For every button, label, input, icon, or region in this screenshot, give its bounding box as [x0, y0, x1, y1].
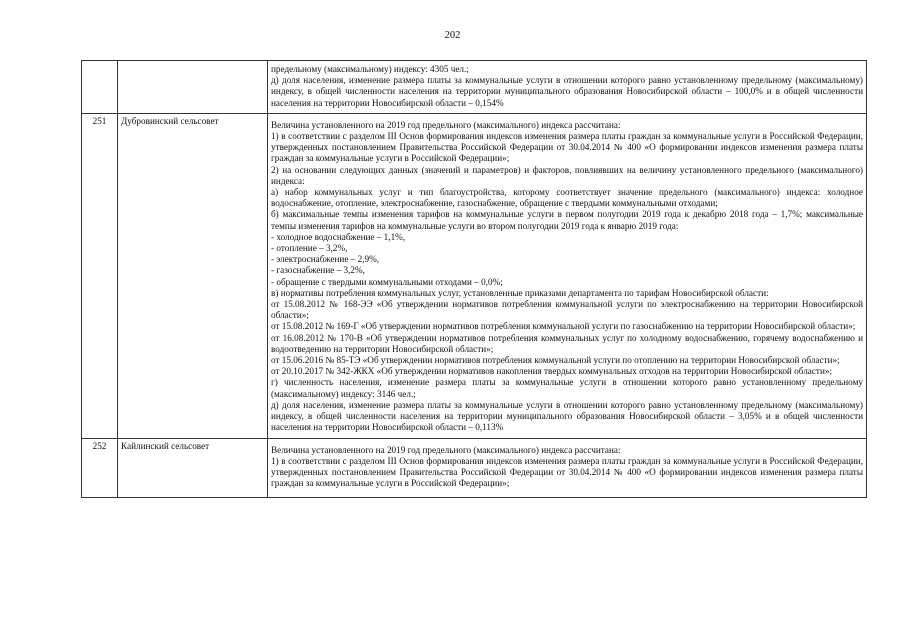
description-line: в) нормативы потребления коммунальных услуг, установленные приказами департамента по тарифам Новосибирской области: — [271, 287, 769, 298]
description-line: - холодное водоснабжение – 1,1%, — [271, 231, 406, 242]
municipality-name-cell: Дубровинский сельсовет — [118, 113, 268, 438]
description-line: д) доля населения, изменение размера платы за коммунальные услуги в отношении которого равно установленному предельному (максимальному) индексу, в общей численности населения на территории муниципального образования Новосибирской области – 100,0% и в общей численности населения на территории Новосибирской области – 0,154% — [271, 75, 863, 108]
row-number-cell: 252 — [82, 438, 118, 498]
description-line: 1) в соответствии с разделом III Основ формирования индексов изменения размера платы граждан за коммунальные услуги в Российской Федерации, утвержденных постановлением Правительства Российской Федерации от 30.04.2014 № 400 «О формировании индексов изменения размера платы граждан за коммунальные услуги в Российской Федерации»; — [271, 131, 863, 164]
description-line: Величина установленного на 2019 год предельного (максимального) индекса рассчитана: — [271, 119, 621, 130]
description-line: 2) на основании следующих данных (значений и параметров) и факторов, повлиявших на величину установленного предельного (максимального) индекса: — [271, 164, 863, 186]
page-number: 202 — [444, 30, 461, 41]
description-line: от 15.08.2012 № 168-ЭЭ «Об утверждении нормативов потребления коммунальной услуги по электроснабжению на территории Новосибирской области»; — [271, 299, 863, 321]
row-number-cell — [82, 61, 118, 114]
description-line: от 16.08.2012 № 170-В «Об утверждении нормативов потребления коммунальных услуг по холодному водоснабжению, горячему водоснабжению и водоотведению на территории Новосибирской области»; — [271, 332, 863, 354]
description-line: б) максимальные темпы изменения тарифов на коммунальные услуги в первом полугодии 2019 года к декабрю 2018 года – 1,7%; максимальные темпы изменения тарифов на коммунальные услуги во втором полугодии 2019 года к январю 2019 года: — [271, 209, 863, 231]
description-line: а) набор коммунальных услуг и тип благоустройства, которому соответствует значение предельного (максимального) индекса: холодное водоснабжение, отопление, электроснабжение, газоснабжение, обращение с твердыми коммунальными отходами; — [271, 187, 863, 209]
description-line: 1) в соответствии с разделом III Основ формирования индексов изменения размера платы граждан за коммунальные услуги в Российской Федерации, утвержденных постановлением Правительства Российской Федерации от 30.04.2014 № 400 «О формировании индексов изменения размера платы граждан за коммунальные услуги в Российской Федерации»; — [271, 455, 863, 489]
description-cell — [268, 61, 867, 114]
description-line: от 20.10.2017 № 342-ЖКХ «Об утверждении нормативов накопления твердых коммунальных отходов на территории Новосибирской области»; — [271, 366, 833, 377]
table-row-continuation — [82, 61, 867, 114]
description-line: - электроснабжение – 2,9%, — [271, 254, 380, 265]
description-line: - газоснабжение – 3,2%, — [271, 265, 365, 276]
description-line: - обращение с твердыми коммунальными отходами – 0,0%; — [271, 276, 503, 287]
municipalities-table — [81, 60, 867, 498]
table-row-252 — [82, 438, 867, 498]
description-line: предельному (максимальному) индексу: 4305 чел.; — [271, 64, 469, 74]
municipality-name-cell — [118, 61, 268, 114]
table-row-251 — [82, 113, 867, 438]
description-line: д) доля населения, изменение размера платы за коммунальные услуги в отношении которого равно установленному предельному (максимальному) индексу, в общей численности населения на территории муниципального образования Новосибирской области – 3,05% и в общей численности населения на территории Новосибирской области – 0,113% — [271, 399, 863, 433]
description-cell — [268, 438, 867, 498]
description-line: г) численность населения, изменение размера платы за коммунальные услуги в отношении которого равно установленному предельному (максимальному) индексу: 3146 чел.; — [271, 377, 863, 399]
description-line: - отопление – 3,2%, — [271, 243, 348, 254]
row-number-cell: 251 — [82, 113, 118, 438]
description-line: от 15.06.2016 № 85-ТЭ «Об утверждении нормативов потребления коммунальной услуги по отоплению на территории Новосибирской области»; — [271, 355, 840, 366]
municipality-name-cell: Кайлинский сельсовет — [118, 438, 268, 498]
description-line: от 15.08.2012 № 169-Г «Об утверждении нормативов потребления коммунальной услуги по газоснабжению на территории Новосибирской области»; — [271, 321, 856, 332]
description-line: Величина установленного на 2019 год предельного (максимального) индекса рассчитана: — [271, 444, 621, 455]
description-cell — [268, 113, 867, 438]
